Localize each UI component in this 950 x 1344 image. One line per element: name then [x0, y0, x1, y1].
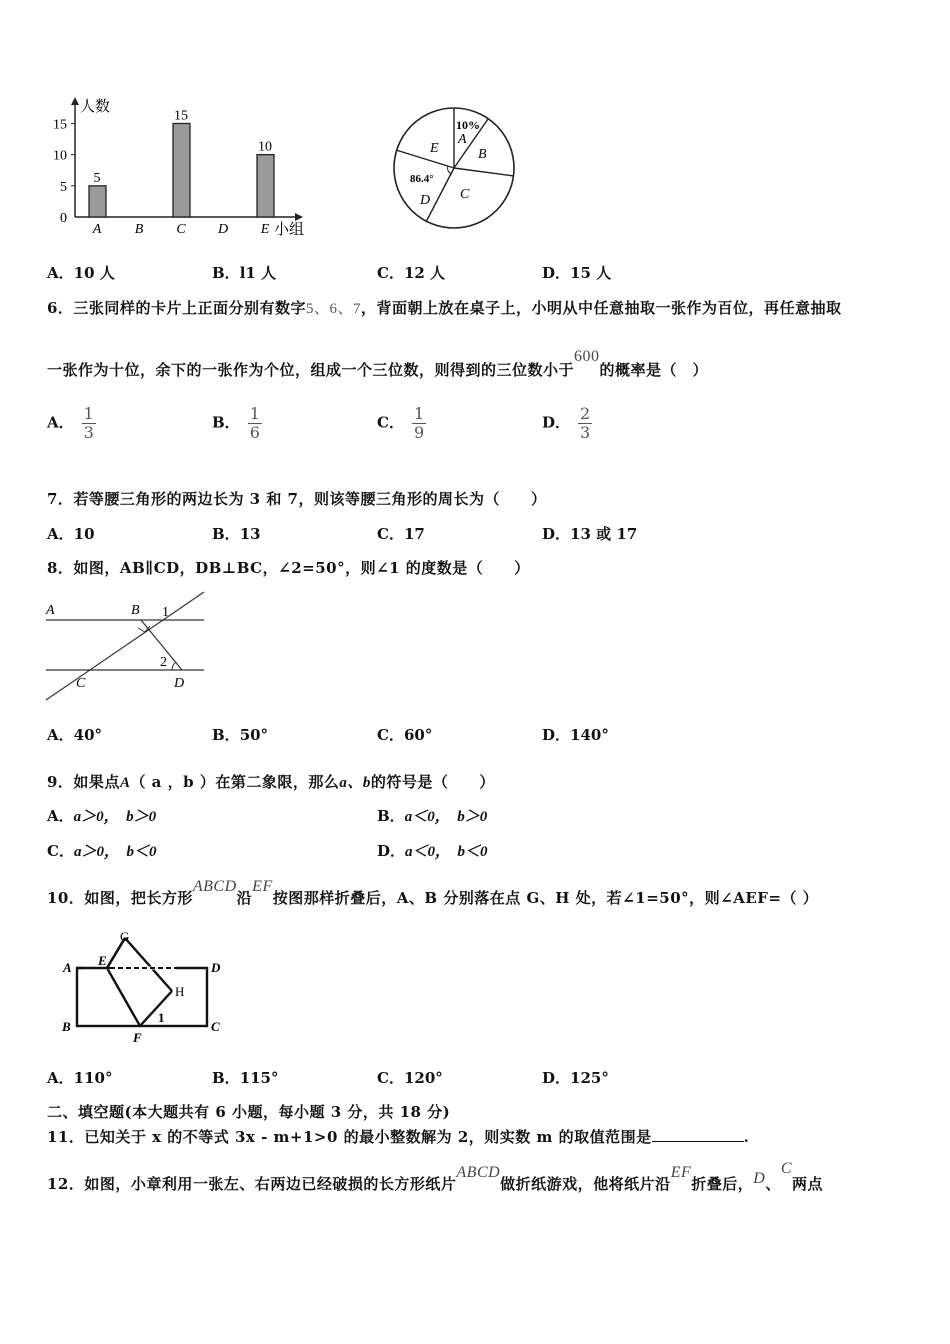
option-label: A． — [47, 413, 74, 432]
q10-option-d[interactable] — [542, 1067, 609, 1088]
q9-text: 的符号是（ ） — [370, 773, 495, 791]
option-label: C． — [377, 264, 404, 282]
q5-option-c[interactable] — [377, 262, 445, 283]
numerator: 1 — [83, 404, 94, 423]
fraction — [412, 405, 426, 442]
label-1: 1 — [158, 1010, 165, 1025]
option-text: 15 人 — [570, 264, 612, 282]
option-text: 10 — [73, 525, 95, 543]
option-label: B． — [212, 413, 240, 432]
option-label: C． — [47, 842, 74, 860]
q12-stem — [47, 1160, 824, 1194]
option-label: B． — [212, 726, 240, 744]
q6-option-b[interactable] — [212, 405, 262, 442]
q7-option-c[interactable] — [377, 523, 425, 544]
q7-option-a[interactable] — [47, 523, 95, 544]
q8-figure — [42, 590, 208, 705]
option-text: 125° — [570, 1069, 609, 1087]
option-label: A． — [47, 525, 74, 543]
segment-hf — [140, 991, 172, 1026]
option-text: l1 人 — [239, 264, 277, 282]
option-label: A． — [47, 264, 74, 282]
label-2: 2 — [160, 655, 167, 670]
option-text: a＜0， b＞0 — [404, 809, 488, 825]
pie-label-a: A — [458, 132, 467, 147]
section-heading: 二、填空题(本大题共有 6 小题，每小题 3 分，共 18 分) — [47, 1103, 451, 1121]
option-label: C． — [377, 1069, 404, 1087]
option-label: D． — [542, 413, 571, 432]
option-text: 115° — [239, 1069, 279, 1087]
option-label: A． — [47, 726, 74, 744]
q10-option-b[interactable] — [212, 1067, 279, 1088]
x-tick-label: C — [176, 222, 186, 237]
q9-option-c[interactable] — [47, 840, 156, 861]
option-label: B． — [212, 525, 240, 543]
numerator: 1 — [249, 404, 260, 423]
q12-text: 12．如图，小章利用一张左、右两边已经破损的长方形纸片 — [47, 1175, 457, 1193]
option-text: 50° — [239, 726, 269, 744]
q6-digits: 5、6、7 — [305, 301, 361, 317]
q9-option-b[interactable] — [377, 805, 487, 826]
q6-option-c[interactable] — [377, 405, 426, 442]
bar — [257, 155, 274, 217]
option-label: B． — [377, 807, 405, 825]
q6-stem-line1 — [47, 297, 841, 318]
option-text: 13 — [239, 525, 261, 543]
angle-2-arc — [172, 662, 176, 670]
q10-figure — [58, 927, 233, 1047]
option-label: D． — [542, 1069, 571, 1087]
q12-c: C — [780, 1160, 792, 1177]
option-label: C． — [377, 525, 404, 543]
pie-label-e: E — [430, 141, 439, 156]
option-label: D． — [542, 264, 571, 282]
q9-option-a[interactable] — [47, 805, 156, 826]
q7-stem: 7．若等腰三角形的两边长为 3 和 7，则该等腰三角形的周长为（ ） — [47, 490, 547, 508]
q6-option-d[interactable] — [542, 405, 592, 442]
q10-ef: EF — [252, 878, 273, 895]
q10-option-a[interactable] — [47, 1067, 112, 1088]
label-c: C — [76, 676, 86, 691]
fraction — [578, 405, 592, 442]
denominator: 9 — [413, 423, 425, 442]
y-axis-arrow — [71, 97, 79, 105]
q9-vars: a、b — [339, 775, 371, 791]
bar-chart — [40, 95, 330, 245]
q9-stem — [47, 771, 495, 792]
q12-d: D — [753, 1170, 766, 1187]
option-text: 110° — [73, 1069, 113, 1087]
q10-text: 沿 — [236, 889, 253, 907]
bar-value-label: 5 — [93, 170, 101, 186]
label-1: 1 — [162, 605, 169, 620]
label-g: G — [120, 929, 130, 944]
q9-option-d[interactable] — [377, 840, 488, 861]
q6-stem-line2 — [47, 348, 709, 380]
answer-blank[interactable] — [652, 1127, 744, 1142]
option-text: 40° — [73, 726, 103, 744]
bar-value-label: 10 — [258, 139, 272, 155]
option-label: D． — [542, 726, 571, 744]
q12-text: 、 — [765, 1175, 781, 1193]
q6-threshold: 600 — [574, 348, 600, 365]
option-text: a＞0， b＞0 — [73, 809, 157, 825]
bar — [89, 186, 106, 217]
option-text: 120° — [403, 1069, 443, 1087]
option-text: 10 人 — [73, 264, 115, 282]
option-text: a＜0， b＜0 — [405, 844, 488, 860]
label-e: E — [98, 953, 107, 968]
y-tick-label: 0 — [60, 211, 67, 226]
q12-text: 做折纸游戏，他将纸片沿 — [500, 1175, 671, 1193]
x-tick-label: E — [260, 222, 270, 237]
q8-option-d[interactable] — [542, 724, 609, 745]
q9-text: 9．如果点 — [47, 773, 120, 791]
q5-option-d[interactable] — [542, 262, 611, 283]
pie-annotation-a: 10% — [456, 118, 480, 132]
label-b: B — [62, 1019, 71, 1034]
pie-label-c: C — [460, 187, 470, 202]
q9-point: A — [119, 775, 131, 791]
x-tick-label: A — [92, 222, 102, 237]
q8-option-c[interactable] — [377, 724, 432, 745]
numerator: 2 — [580, 404, 591, 423]
pie-label-d: D — [420, 193, 431, 208]
x-tick-label: B — [134, 222, 144, 237]
option-text: 60° — [403, 726, 433, 744]
q12-text: 两点 — [792, 1175, 824, 1193]
q11-text: 11．已知关于 x 的不等式 3x - m+1>0 的最小整数解为 2，则实数 m 的取值范围是 — [47, 1128, 652, 1146]
pie-slice-divider — [454, 168, 514, 176]
label-a: A — [63, 960, 72, 975]
denominator: 3 — [83, 423, 94, 442]
option-label: D． — [377, 842, 406, 860]
q5-option-b[interactable] — [212, 262, 276, 283]
label-f: F — [133, 1030, 142, 1045]
option-label: A． — [47, 1069, 74, 1087]
pie-annotation-d: 86.4° — [410, 173, 434, 185]
option-text: 12 人 — [403, 264, 446, 282]
y-tick-label: 10 — [53, 148, 67, 164]
option-label: B． — [212, 1069, 240, 1087]
q6-text: 6．三张同样的卡片上正面分别有数字 — [47, 299, 306, 317]
q6-text: ，背面朝上放在桌子上，小明从中任意抽取一张作为百位，再任意抽取 — [360, 299, 842, 317]
pie-slice-divider — [396, 150, 454, 168]
q5-option-a[interactable] — [47, 262, 115, 283]
fraction — [82, 405, 96, 442]
q6-text: 一张作为十位，余下的一张作为个位，组成一个三位数，则得到的三位数小于 — [47, 361, 575, 379]
q11-stem — [47, 1126, 749, 1147]
option-text: a＞0， b＜0 — [73, 844, 157, 860]
fraction — [248, 405, 262, 442]
q8-option-b[interactable] — [212, 724, 268, 745]
q11-text: . — [743, 1128, 750, 1146]
q9-coords: （ a ，b ） — [130, 773, 216, 791]
bar-chart-ylabel: 人数 — [80, 99, 111, 115]
label-b: B — [131, 603, 140, 618]
bar — [173, 123, 190, 217]
option-text: 17 — [403, 525, 425, 543]
segment-gh — [125, 938, 172, 991]
x-tick-label: D — [217, 222, 229, 237]
q8-option-a[interactable] — [47, 724, 102, 745]
rectangle-abcd — [77, 968, 207, 1026]
denominator: 6 — [249, 423, 260, 442]
denominator: 3 — [580, 423, 591, 442]
q9-text: 在第二象限，那么 — [215, 773, 340, 791]
fold-line-ef — [107, 968, 140, 1026]
q6-text: 的概率是（ ） — [599, 361, 709, 379]
option-label: A． — [47, 807, 74, 825]
option-label: B． — [212, 264, 240, 282]
option-label: C． — [377, 413, 404, 432]
q10-text: 10．如图，把长方形 — [47, 889, 193, 907]
option-text: 140° — [570, 726, 609, 744]
q7-option-d[interactable] — [542, 523, 637, 544]
q10-stem — [47, 878, 819, 908]
option-label: D． — [542, 525, 571, 543]
y-tick-label: 15 — [53, 117, 67, 133]
q8-stem: 8．如图，AB∥CD，DB⊥BC，∠2=50°，则∠1 的度数是（ ） — [47, 559, 530, 577]
bar-value-label: 15 — [174, 108, 188, 124]
x-axis-arrow — [295, 213, 303, 221]
q10-option-c[interactable] — [377, 1067, 443, 1088]
option-label: C． — [377, 726, 404, 744]
pie-label-b: B — [478, 147, 487, 162]
q12-ef: EF — [670, 1164, 692, 1181]
q10-rect: ABCD — [192, 878, 237, 895]
q12-rect: ABCD — [456, 1164, 501, 1181]
label-c: C — [211, 1019, 220, 1034]
numerator: 1 — [413, 404, 425, 423]
label-d: D — [174, 676, 185, 691]
label-h: H — [175, 984, 185, 999]
q7-option-b[interactable] — [212, 523, 261, 544]
q10-text: 按图那样折叠后，A、B 分别落在点 G、H 处，若∠1=50°，则∠AEF=（ ） — [272, 889, 819, 907]
q6-option-a[interactable] — [47, 405, 96, 442]
y-tick-label: 5 — [60, 179, 67, 195]
label-d: D — [211, 960, 221, 975]
bar-chart-xlabel: 小组 — [274, 222, 305, 238]
q12-text: 折叠后， — [691, 1175, 754, 1193]
option-text: 13 或 17 — [570, 525, 638, 543]
label-a: A — [46, 603, 55, 618]
pie-chart — [390, 100, 522, 232]
